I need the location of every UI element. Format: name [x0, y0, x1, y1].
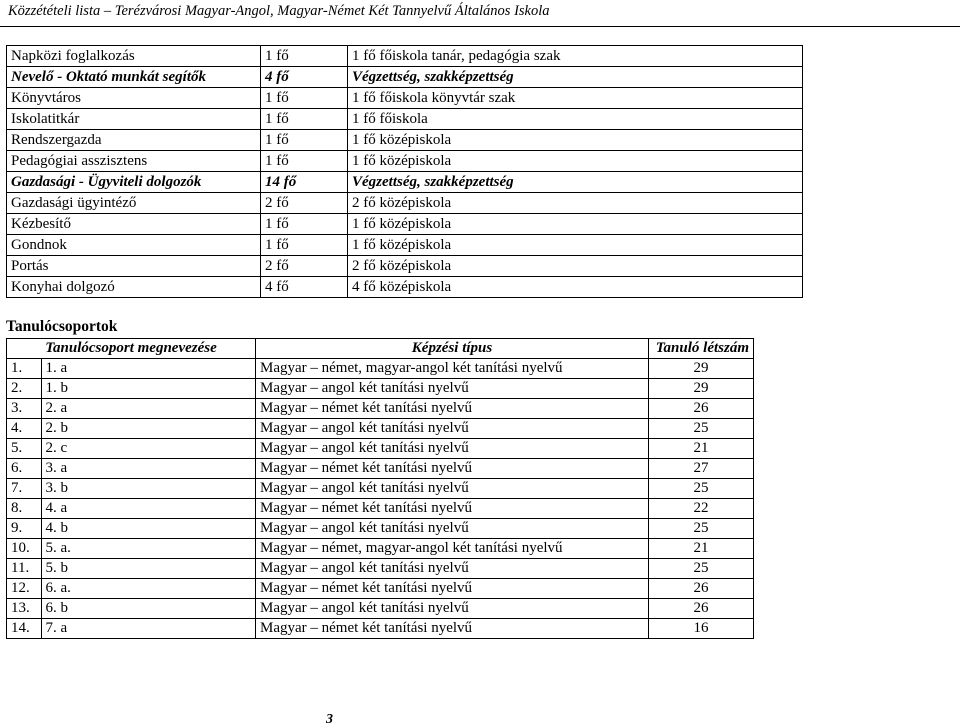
staff-qualification: 4 fő középiskola — [348, 277, 803, 298]
staff-qualification: 1 fő középiskola — [348, 235, 803, 256]
page-number: 3 — [326, 712, 333, 727]
group-training-type: Magyar – német két tanítási nyelvű — [256, 459, 649, 479]
group-index: 4. — [7, 419, 42, 439]
staff-row — [7, 109, 803, 130]
staff-count: 1 fő — [261, 130, 348, 151]
group-row — [7, 579, 754, 599]
group-student-count: 26 — [649, 399, 754, 419]
page-header — [0, 0, 960, 27]
group-student-count: 21 — [649, 439, 754, 459]
group-student-count: 21 — [649, 539, 754, 559]
group-student-count: 25 — [649, 519, 754, 539]
group-class: 3. b — [41, 479, 255, 499]
group-student-count: 16 — [649, 619, 754, 639]
group-class: 2. a — [41, 399, 255, 419]
group-student-count: 27 — [649, 459, 754, 479]
group-row — [7, 539, 754, 559]
group-student-count: 25 — [649, 479, 754, 499]
staff-row — [7, 46, 803, 67]
group-training-type: Magyar – német két tanítási nyelvű — [256, 399, 649, 419]
group-row — [7, 379, 754, 399]
group-index: 2. — [7, 379, 42, 399]
staff-qualification: 1 fő főiskola könyvtár szak — [348, 88, 803, 109]
group-student-count: 25 — [649, 559, 754, 579]
group-index: 12. — [7, 579, 42, 599]
staff-count: 4 fő — [261, 277, 348, 298]
group-row — [7, 459, 754, 479]
staff-count: 1 fő — [261, 151, 348, 172]
group-row — [7, 479, 754, 499]
staff-count: 1 fő — [261, 46, 348, 67]
group-training-type: Magyar – angol két tanítási nyelvű — [256, 439, 649, 459]
group-class: 2. b — [41, 419, 255, 439]
group-class: 1. b — [41, 379, 255, 399]
group-class: 7. a — [41, 619, 255, 639]
group-index: 3. — [7, 399, 42, 419]
staff-row — [7, 214, 803, 235]
group-training-type: Magyar – német, magyar-angol két tanítási nyelvű — [256, 359, 649, 379]
group-class: 4. b — [41, 519, 255, 539]
staff-count: 1 fő — [261, 214, 348, 235]
group-row — [7, 359, 754, 379]
header-group-name: Tanulócsoport megnevezése — [7, 339, 256, 359]
staff-row — [7, 67, 803, 88]
staff-role: Iskolatitkár — [7, 109, 261, 130]
staff-qualification: 1 fő középiskola — [348, 151, 803, 172]
group-student-count: 26 — [649, 579, 754, 599]
group-training-type: Magyar – német, magyar-angol két tanítási nyelvű — [256, 539, 649, 559]
group-row — [7, 499, 754, 519]
staff-row — [7, 277, 803, 298]
group-training-type: Magyar – angol két tanítási nyelvű — [256, 559, 649, 579]
group-training-type: Magyar – német két tanítási nyelvű — [256, 499, 649, 519]
staff-count: 4 fő — [261, 67, 348, 88]
group-row — [7, 419, 754, 439]
group-index: 5. — [7, 439, 42, 459]
staff-row — [7, 193, 803, 214]
staff-qualification: Végzettség, szakképzettség — [348, 172, 803, 193]
staff-qualification: 1 fő középiskola — [348, 130, 803, 151]
group-training-type: Magyar – angol két tanítási nyelvű — [256, 379, 649, 399]
header-student-count: Tanuló létszám — [649, 339, 754, 359]
header-training-type: Képzési típus — [256, 339, 649, 359]
group-class: 3. a — [41, 459, 255, 479]
staff-qualification: 1 fő középiskola — [348, 214, 803, 235]
group-index: 13. — [7, 599, 42, 619]
group-row — [7, 559, 754, 579]
group-student-count: 22 — [649, 499, 754, 519]
staff-role: Gazdasági - Ügyviteli dolgozók — [7, 172, 261, 193]
staff-role: Gazdasági ügyintéző — [7, 193, 261, 214]
group-student-count: 26 — [649, 599, 754, 619]
group-training-type: Magyar – angol két tanítási nyelvű — [256, 599, 649, 619]
group-row — [7, 619, 754, 639]
group-class: 6. b — [41, 599, 255, 619]
group-index: 8. — [7, 499, 42, 519]
groups-header-row — [7, 339, 754, 359]
group-class: 5. a. — [41, 539, 255, 559]
staff-count: 1 fő — [261, 88, 348, 109]
group-training-type: Magyar – angol két tanítási nyelvű — [256, 519, 649, 539]
staff-role: Portás — [7, 256, 261, 277]
group-index: 7. — [7, 479, 42, 499]
group-class: 4. a — [41, 499, 255, 519]
group-training-type: Magyar – angol két tanítási nyelvű — [256, 479, 649, 499]
group-index: 10. — [7, 539, 42, 559]
group-row — [7, 439, 754, 459]
staff-count: 14 fő — [261, 172, 348, 193]
staff-role: Rendszergazda — [7, 130, 261, 151]
staff-role: Könyvtáros — [7, 88, 261, 109]
group-index: 1. — [7, 359, 42, 379]
staff-table — [6, 45, 803, 298]
staff-role: Kézbesítő — [7, 214, 261, 235]
staff-count: 1 fő — [261, 235, 348, 256]
staff-row — [7, 172, 803, 193]
group-row — [7, 399, 754, 419]
group-index: 6. — [7, 459, 42, 479]
staff-role: Pedagógiai asszisztens — [7, 151, 261, 172]
staff-role: Nevelő - Oktató munkát segítők — [7, 67, 261, 88]
staff-row — [7, 151, 803, 172]
staff-qualification: Végzettség, szakképzettség — [348, 67, 803, 88]
staff-role: Konyhai dolgozó — [7, 277, 261, 298]
staff-count: 1 fő — [261, 109, 348, 130]
group-index: 14. — [7, 619, 42, 639]
group-training-type: Magyar – német két tanítási nyelvű — [256, 619, 649, 639]
group-student-count: 29 — [649, 359, 754, 379]
group-training-type: Magyar – német két tanítási nyelvű — [256, 579, 649, 599]
group-class: 6. a. — [41, 579, 255, 599]
staff-qualification: 1 fő főiskola tanár, pedagógia szak — [348, 46, 803, 67]
staff-row — [7, 130, 803, 151]
staff-count: 2 fő — [261, 193, 348, 214]
staff-count: 2 fő — [261, 256, 348, 277]
group-index: 9. — [7, 519, 42, 539]
staff-role: Gondnok — [7, 235, 261, 256]
section-title: Tanulócsoportok — [6, 318, 118, 335]
staff-row — [7, 256, 803, 277]
staff-row — [7, 88, 803, 109]
group-student-count: 29 — [649, 379, 754, 399]
group-row — [7, 519, 754, 539]
staff-qualification: 2 fő középiskola — [348, 256, 803, 277]
group-class: 5. b — [41, 559, 255, 579]
group-row — [7, 599, 754, 619]
staff-role: Napközi foglalkozás — [7, 46, 261, 67]
group-class: 1. a — [41, 359, 255, 379]
group-class: 2. c — [41, 439, 255, 459]
staff-qualification: 2 fő középiskola — [348, 193, 803, 214]
staff-qualification: 1 fő főiskola — [348, 109, 803, 130]
staff-row — [7, 235, 803, 256]
page-header-title: Közzétételi lista – Terézvárosi Magyar-Angol, Magyar-Német Két Tannyelvű Általános Iskola — [8, 3, 550, 19]
group-student-count: 25 — [649, 419, 754, 439]
group-index: 11. — [7, 559, 42, 579]
groups-table — [6, 338, 754, 639]
group-training-type: Magyar – angol két tanítási nyelvű — [256, 419, 649, 439]
